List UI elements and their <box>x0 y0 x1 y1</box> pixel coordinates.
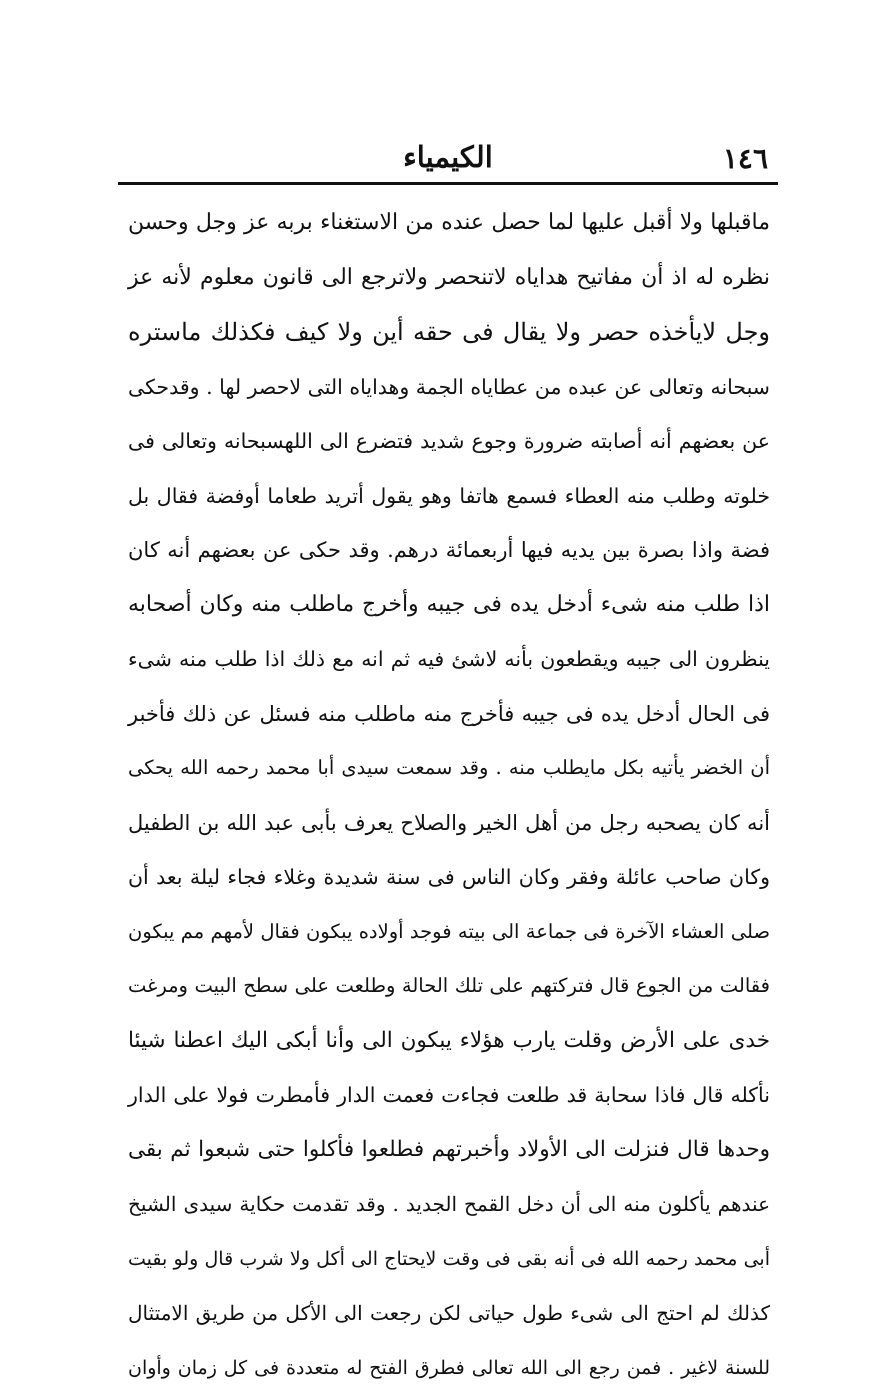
text-line: أنه كان يصحبه رجل من أهل الخير والصلاح يعرف بأبى عبد الله بن الطفيل <box>128 810 770 835</box>
body-text <box>128 196 770 1395</box>
text-line: سبحانه وتعالى عن عبده من عطاياه الجمة وهداياه التى لاحصر لها . وقدحكى <box>128 374 770 399</box>
text-line: وكان صاحب عائلة وفقر وكان الناس فى سنة شديدة وغلاء فجاء ليلة بعد أن <box>128 865 770 889</box>
text-line: عندهم يأكلون منه الى أن دخل القمح الجديد . وقد تقدمت حكاية سيدى الشيخ <box>128 1192 770 1216</box>
text-line: كذلك لم احتج الى شىء طول حياتى لكن رجعت الى الأكل من طريق الامتثال <box>128 1301 770 1325</box>
text-line: وجل لايأخذه حصر ولا يقال فى حقه أين ولا كيف فكذلك ماستره <box>128 318 770 346</box>
text-line: صلى العشاء الآخرة فى جماعة الى بيته فوجد أولاده يبكون فقال لأمهم مم يبكون <box>128 919 770 943</box>
page-header <box>118 138 778 182</box>
text-line: وحدها قال فنزلت الى الأولاد وأخبرتهم فطلعوا فأكلوا حتى شبعوا ثم بقى <box>128 1136 770 1162</box>
text-line: أن الخضر يأتيه بكل مايطلب منه . وقد سمعت سيدى أبا محمد رحمه الله يحكى <box>128 756 770 779</box>
text-line: خلوته وطلب منه العطاء فسمع هاتفا وهو يقول أتريد طعاما أوفضة فقال بل <box>128 483 770 508</box>
text-line: ماقبلها ولا أقبل عليها لما حصل عنده من الاستغناء بربه عز وجل وحسن <box>128 210 770 235</box>
text-line: نأكله قال فاذا سحابة قد طلعت فجاءت فعمت الدار فأمطرت فولا على الدار <box>128 1083 770 1107</box>
text-line: اذا طلب منه شىء أدخل يده فى جيبه وأخرج ماطلب منه وكان أصحابه <box>128 591 770 617</box>
text-line: فى الحال أدخل يده فى جيبه فأخرج منه ماطلب منه فسئل عن ذلك فأخبر <box>128 701 770 726</box>
header-rule <box>118 182 778 185</box>
text-line: نظره له اذ أن مفاتيح هداياه لاتنحصر ولاترجع الى قانون معلوم لأنه عز <box>128 264 770 290</box>
running-title: الكيمياء <box>403 140 493 174</box>
text-line: فضة واذا بصرة بين يديه فيها أربعمائة درهم. وقد حكى عن بعضهم أنه كان <box>128 538 770 562</box>
text-line: للسنة لاغير . فمن رجع الى الله تعالى فطرق الفتح له متعددة فى كل زمان وأوان <box>128 1356 770 1379</box>
page-number: ١٤٦ <box>722 142 768 175</box>
text-line: عن بعضهم أنه أصابته ضرورة وجوع شديد فتضرع الى اللهسبحانه وتعالى فى <box>128 429 770 453</box>
text-line: ينظرون الى جيبه ويقطعون بأنه لاشئ فيه ثم انه مع ذلك اذا طلب منه شىء <box>128 647 770 671</box>
text-line: أبى محمد رحمه الله فى أنه بقى فى وقت لايحتاج الى أكل ولا شرب قال ولو بقيت <box>128 1247 770 1270</box>
text-line: فقالت من الجوع قال فتركتهم على تلك الحالة وطلعت على سطح البيت ومرغت <box>128 974 770 997</box>
text-line: خدى على الأرض وقلت يارب هؤلاء يبكون الى وأنا أبكى اليك اعطنا شيئا <box>128 1027 770 1053</box>
